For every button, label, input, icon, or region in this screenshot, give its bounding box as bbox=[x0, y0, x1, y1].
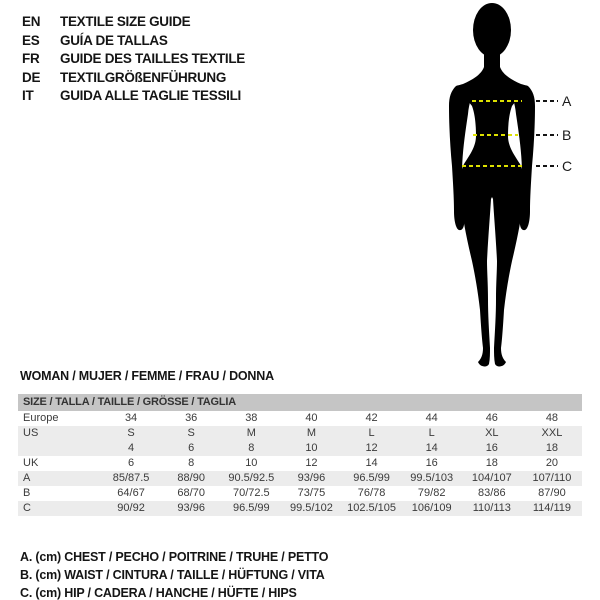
size-cell: 44 bbox=[425, 412, 438, 424]
size-cell: 10 bbox=[245, 457, 258, 469]
table-row-waist bbox=[18, 486, 582, 501]
size-cell: 83/86 bbox=[478, 487, 506, 499]
hip-label: C bbox=[562, 158, 573, 174]
size-cell: 46 bbox=[485, 412, 498, 424]
size-cell: M bbox=[306, 427, 317, 439]
lang-label: GUÍA DE TALLAS bbox=[60, 32, 168, 48]
size-cell: 64/67 bbox=[117, 487, 145, 499]
chest-label: A bbox=[562, 93, 572, 109]
size-cell: 106/109 bbox=[411, 502, 452, 514]
size-cell: 87/90 bbox=[538, 487, 566, 499]
size-cell: M bbox=[246, 427, 256, 439]
size-cell: 18 bbox=[485, 457, 498, 469]
lang-code: EN bbox=[22, 14, 41, 29]
size-cell: 16 bbox=[425, 457, 438, 469]
size-table-header: SIZE / TALLA / TAILLE / GRÖSSE / TAGLIA bbox=[18, 394, 582, 411]
lang-label: TEXTILGRÖßENFÜHRUNG bbox=[60, 69, 227, 85]
table-row-us-letters bbox=[18, 426, 582, 441]
size-cell: 110/113 bbox=[472, 502, 511, 514]
lang-code: DE bbox=[22, 69, 41, 85]
size-cell: 85/87.5 bbox=[112, 472, 150, 484]
size-cell: 42 bbox=[365, 412, 378, 424]
size-cell: 14 bbox=[365, 457, 378, 469]
waist-label: B bbox=[562, 127, 572, 143]
row-label bbox=[18, 441, 101, 456]
lang-row-it bbox=[22, 87, 245, 106]
size-cell: 102.5/105 bbox=[347, 502, 397, 514]
size-cell: 93/96 bbox=[297, 472, 326, 484]
size-cell: 36 bbox=[185, 412, 198, 424]
size-cell: 99.5/103 bbox=[410, 472, 454, 484]
size-cell: XL bbox=[485, 427, 499, 439]
size-cell: 12 bbox=[305, 457, 318, 469]
row-label: UK bbox=[23, 457, 39, 469]
row-label: A bbox=[23, 472, 31, 484]
size-cell: 90/92 bbox=[117, 502, 145, 514]
size-cell: 73/75 bbox=[297, 487, 326, 499]
row-label: C bbox=[23, 502, 31, 514]
measurement-legend bbox=[20, 548, 328, 600]
size-cell: 107/110 bbox=[532, 472, 572, 484]
waist-pointer-line bbox=[536, 134, 558, 136]
table-row-uk bbox=[18, 456, 582, 471]
chest-measure-line bbox=[472, 100, 522, 102]
size-cell: 12 bbox=[365, 442, 378, 454]
size-cell: 70/72.5 bbox=[232, 487, 270, 499]
size-cell: 76/78 bbox=[357, 487, 386, 499]
table-row-europe bbox=[18, 411, 582, 426]
size-table bbox=[18, 394, 582, 516]
row-label: US bbox=[23, 427, 39, 439]
legend-waist: B. (cm) WAIST / CINTURA / TAILLE / HÜFTUNG / VITA bbox=[20, 568, 325, 582]
size-cell: 18 bbox=[545, 442, 559, 454]
lang-row-en bbox=[22, 13, 245, 32]
size-cell: L bbox=[428, 427, 435, 439]
lang-label: TEXTILE SIZE GUIDE bbox=[60, 14, 191, 29]
size-cell: 96.5/99 bbox=[353, 472, 390, 484]
size-cell: 14 bbox=[425, 442, 438, 454]
waist-measure-line bbox=[473, 134, 518, 136]
woman-silhouette-icon bbox=[388, 0, 600, 378]
size-cell: L bbox=[368, 427, 375, 439]
size-cell: 16 bbox=[485, 442, 498, 454]
size-cell: 104/107 bbox=[471, 472, 512, 484]
size-cell: 38 bbox=[245, 412, 258, 424]
size-cell: 8 bbox=[188, 457, 195, 469]
size-cell: S bbox=[127, 427, 135, 439]
size-cell: 99.5/102 bbox=[290, 502, 333, 514]
size-cell: 6 bbox=[128, 457, 135, 469]
legend-hip: C. (cm) HIP / CADERA / HANCHE / HÜFTE / HIPS bbox=[20, 586, 297, 600]
size-cell: 40 bbox=[305, 412, 318, 424]
size-cell: 8 bbox=[248, 442, 255, 454]
size-cell: 88/90 bbox=[177, 472, 205, 484]
size-cell: XXL bbox=[541, 427, 563, 439]
size-cell: 79/82 bbox=[417, 487, 446, 499]
legend-chest: A. (cm) CHEST / PECHO / POITRINE / TRUHE / PETTO bbox=[20, 550, 329, 564]
lang-code: ES bbox=[22, 32, 40, 48]
size-cell: 10 bbox=[305, 442, 318, 454]
size-cell: 114/119 bbox=[532, 502, 571, 514]
lang-code: IT bbox=[22, 88, 34, 103]
size-cell: 34 bbox=[124, 412, 138, 424]
size-cell: S bbox=[187, 427, 195, 439]
lang-label: GUIDA ALLE TAGLIE TESSILI bbox=[60, 88, 241, 103]
hip-measure-line bbox=[462, 165, 524, 167]
row-label: B bbox=[23, 487, 31, 499]
size-cell: 20 bbox=[545, 457, 559, 469]
size-cell: 6 bbox=[188, 442, 195, 454]
table-row-us-numbers bbox=[18, 441, 582, 456]
lang-row-de bbox=[22, 69, 245, 88]
size-cell: 68/70 bbox=[177, 487, 205, 499]
row-label: Europe bbox=[23, 412, 59, 424]
lang-code: FR bbox=[22, 51, 40, 66]
lang-label: GUIDE DES TAILLES TEXTILE bbox=[60, 51, 246, 66]
lang-row-fr bbox=[22, 50, 245, 69]
size-cell: 90.5/92.5 bbox=[228, 472, 275, 484]
size-cell: 93/96 bbox=[177, 502, 205, 514]
table-row-chest bbox=[18, 471, 582, 486]
table-row-hip bbox=[18, 501, 582, 516]
size-cell: 4 bbox=[128, 442, 135, 454]
gender-title: WOMAN / MUJER / FEMME / FRAU / DONNA bbox=[20, 369, 274, 383]
lang-row-es bbox=[22, 32, 245, 51]
hip-pointer-line bbox=[536, 165, 558, 167]
chest-pointer-line bbox=[536, 100, 558, 102]
size-cell: 96.5/99 bbox=[232, 502, 270, 514]
language-title-block bbox=[22, 13, 245, 106]
size-cell: 48 bbox=[545, 412, 559, 424]
